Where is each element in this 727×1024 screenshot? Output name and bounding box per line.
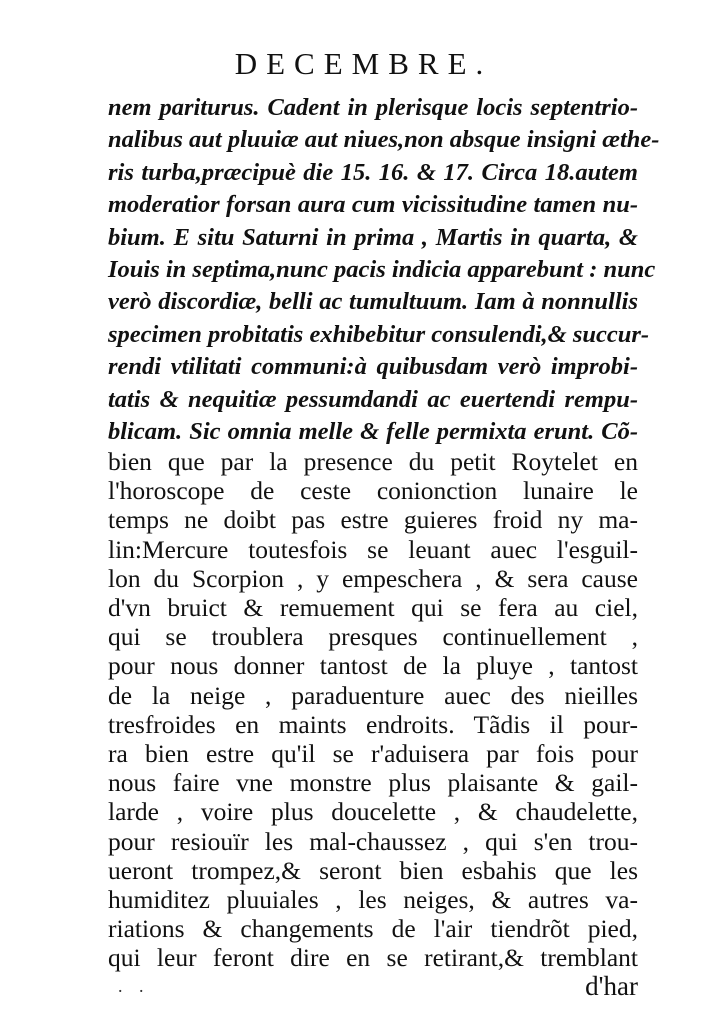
footer-marks: . .: [118, 975, 150, 996]
text-line-17: d'vn bruict & remuement qui se fera au ciel,: [108, 593, 638, 622]
text-line-5: bium. E situ Saturni in prima , Martis in quarta, &: [108, 223, 638, 251]
text-line-6: Iouis in septima,nunc pacis indicia apparebunt : nunc: [108, 256, 656, 283]
text-line-20: de la neige , paraduenture auec des nieilles: [108, 680, 638, 710]
text-line-13: l'horoscope de ceste conionction lunaire le: [108, 476, 638, 506]
text-line-8: specimen probitatis exhibebitur consulendi,& succur-: [108, 320, 650, 348]
text-line-18: qui se troublera presques continuellement ,: [108, 622, 638, 652]
text-line-7: verò discordiæ, belli ac tumultuum. Iam à nonnullis: [108, 288, 638, 316]
text-line-26: ueront trompez,& seront bien esbahis que les: [108, 855, 638, 885]
text-line-21: tresfroides en maints endroits. Tãdis il pour-: [108, 709, 638, 739]
text-line-2: nalibus aut pluuiæ aut niues,non absque insigni æthe-: [108, 126, 660, 154]
text-line-4: moderatior forsan aura cum vicissitudine tamen nu-: [108, 191, 638, 219]
catchword: d'har: [585, 970, 638, 1001]
text-line-14: temps ne doibt pas estre guieres froid ny ma-: [108, 505, 638, 535]
text-line-12: bien que par la presence du petit Roytelet en: [108, 447, 638, 476]
text-line-19: pour nous donner tantost de la pluye , tantost: [108, 651, 638, 681]
text-line-29: qui leur feront dire en se retirant,& tremblant: [108, 943, 638, 973]
text-line-9: rendi vtilitati communi:à quibusdam verò improbi-: [108, 353, 638, 381]
text-line-27: humiditez pluuiales , les neiges, & autres va-: [108, 885, 638, 914]
text-line-23: nous faire vne monstre plus plaisante & gail-: [108, 768, 638, 798]
text-line-11: blicam. Sic omnia melle & felle permixta erunt. Cõ-: [108, 418, 638, 445]
text-line-16: lon du Scorpion , y empeschera , & sera cause: [108, 563, 638, 593]
text-line-22: ra bien estre qu'il se r'aduisera par fois pour: [108, 739, 638, 768]
text-line-25: pour resiouïr les mal-chaussez , qui s'en trou-: [108, 826, 638, 856]
text-line-28: riations & changements de l'air tiendrõt pied,: [108, 914, 638, 944]
page-header: DECEMBRE.: [234, 46, 493, 81]
text-line-1: nem pariturus. Cadent in plerisque locis septentrio-: [108, 94, 638, 121]
text-line-24: larde , voire plus doucelette , & chaudelette,: [108, 797, 638, 827]
text-line-10: tatis & nequitiæ pessumdandi ac euertendi rempu-: [108, 385, 638, 413]
text-line-3: ris turba,præcipuè die 15. 16. & 17. Circa 18.autem: [108, 158, 638, 186]
text-line-15: lin:Mercure toutesfois se leuant auec l'esguil-: [108, 534, 638, 564]
